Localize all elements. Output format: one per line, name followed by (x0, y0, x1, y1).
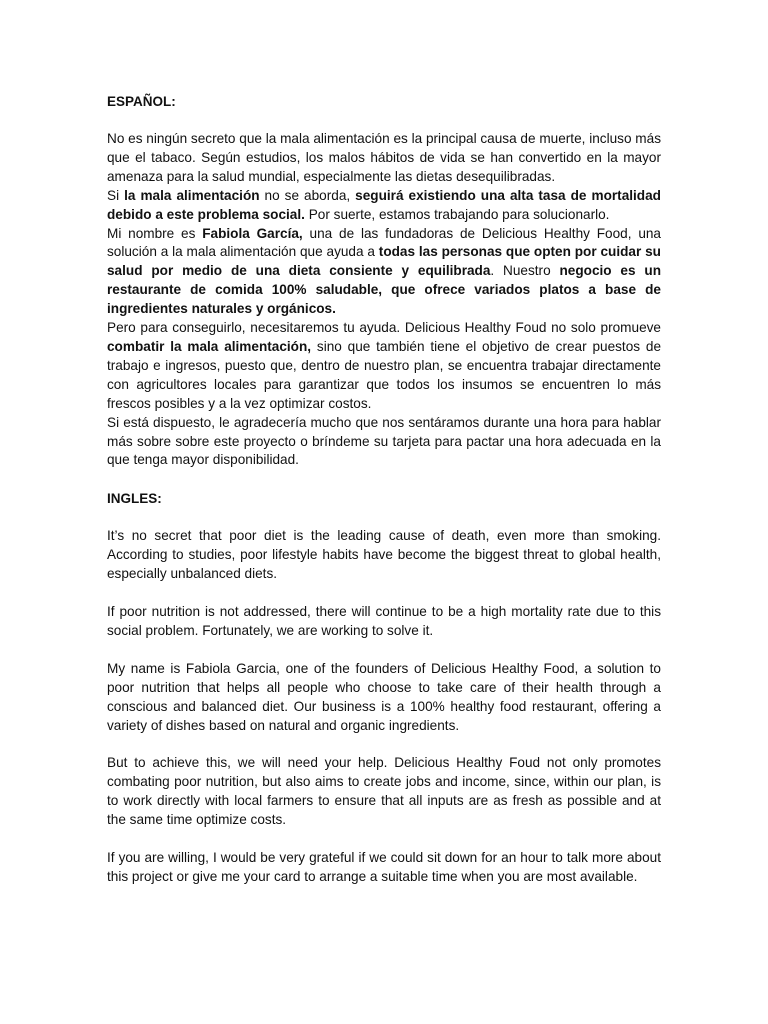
english-paragraph-1: It’s no secret that poor diet is the leading cause of death, even more than smoking. According to studies, poor lifestyle habits have become the biggest threat to global health, especially unbalanced diets. (107, 528, 661, 582)
english-paragraph-4: But to achieve this, we will need your help. Delicious Healthy Foud not only promotes combating poor nutrition, but also aims to create jobs and income, since, within our plan, is to work directly with local farmers to ensure that all inputs are as fresh as possible and at the same time optimize costs. (107, 755, 661, 828)
bold-text-run: combatir la mala alimentación, (107, 338, 312, 354)
text-run: . Nuestro (490, 263, 560, 279)
spanish-paragraph-4 (107, 319, 661, 414)
spanish-paragraph-1: No es ningún secreto que la mala alimentación es la principal causa de muerte, incluso más que el tabaco. Según estudios, los malos hábitos de vida se han convertido en la mayor amenaza para la salud mundial, especialmente las dietas desequilibradas. (107, 131, 661, 184)
text-run: no se aborda, (259, 187, 356, 203)
english-heading: INGLES: (107, 491, 162, 507)
text-run: una de las fundadoras de Delicious Healthy Food, una solución a la mala alimentación que ayuda a (107, 225, 661, 260)
spanish-heading: ESPAÑOL: (107, 94, 176, 109)
bold-text-run: todas las personas que opten por cuidar su salud por medio de una dieta consiente y equilibrada (107, 244, 661, 279)
spanish-paragraph-2 (107, 187, 661, 225)
spanish-paragraph-3 (107, 225, 661, 320)
english-paragraph-2: If poor nutrition is not addressed, there will continue to be a high mortality rate due to this social problem. Fortunately, we are working to solve it. (107, 604, 661, 638)
spanish-paragraph-5: Si está dispuesto, le agradecería mucho que nos sentáramos durante una hora para hablar más sobre sobre este proyecto o bríndeme su tarjeta para pactar una hora adecuada en la que tenga mayor disponibilidad. (107, 414, 661, 468)
bold-text-run: seguirá existiendo una alta tasa de mortalidad debido a este problema social. (107, 187, 661, 222)
bold-text-run: negocio es un restaurante de comida 100% saludable, que ofrece variados platos a base de ingredientes naturales y orgánicos. (107, 263, 661, 317)
text-run: Mi nombre es (107, 225, 203, 241)
text-run: Si (107, 187, 125, 203)
bold-text-run: Fabiola García, (202, 225, 303, 241)
english-paragraph-3: My name is Fabiola Garcia, one of the founders of Delicious Healthy Food, a solution to poor nutrition that helps all people who choose to take care of their health through a conscious and balanced diet. Our business is a 100% healthy food restaurant, offering a variety of dishes based on natural and organic ingredients. (107, 660, 661, 733)
text-run: sino que también tiene el objetivo de crear puestos de trabajo e ingresos, puesto que, dentro de nuestro plan, se encuentra trabajar directamente con agricultores locales para garantizar que todos los insumos se encuentren lo más frescos posibles y a la vez optimizar costos. (107, 338, 662, 411)
text-run: Pero para conseguirlo, necesitaremos tu ayuda. Delicious Healthy Foud no solo promueve (107, 320, 661, 336)
text-run: Por suerte, estamos trabajando para solucionarlo. (304, 206, 610, 222)
english-paragraph-5: If you are willing, I would be very grateful if we could sit down for an hour to talk more about this project or give me your card to arrange a suitable time when you are most available. (107, 850, 661, 884)
bold-text-run: la mala alimentación (124, 187, 260, 203)
